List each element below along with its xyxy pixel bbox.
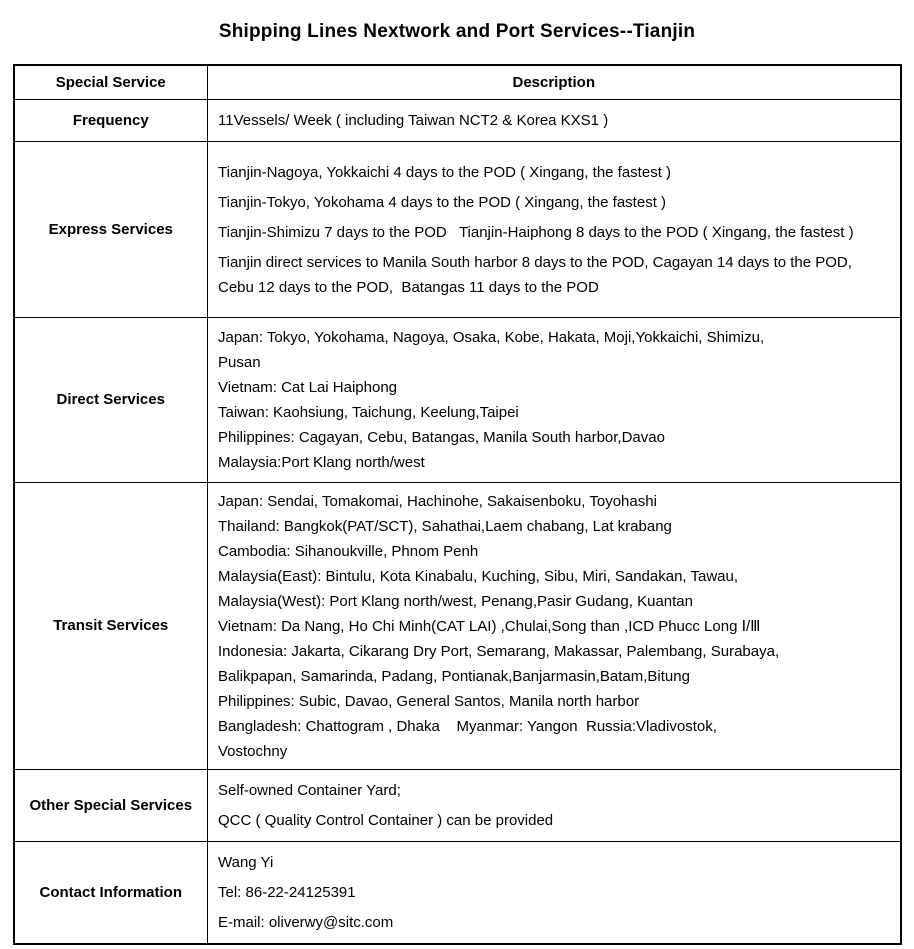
column-header-description: Description: [208, 65, 901, 100]
description-line: Malaysia(West): Port Klang north/west, Penang,Pasir Gudang, Kuantan: [218, 592, 693, 610]
row-description: [208, 842, 901, 945]
description-line: Self-owned Container Yard;: [218, 782, 401, 799]
description-line: Balikpapan, Samarinda, Padang, Pontianak,Banjarmasin,Batam,Bitung: [218, 667, 690, 685]
description-line: Vostochny: [218, 742, 288, 760]
description-line: Malaysia(East): Bintulu, Kota Kinabalu, Kuching, Sibu, Miri, Sandakan, Tawau,: [218, 567, 739, 585]
row-label: Express Services: [14, 142, 208, 318]
table-row: [14, 100, 901, 142]
description-line: Bangladesh: Chattogram , Dhaka Myanmar: Yangon Russia:Vladivostok,: [218, 717, 717, 735]
row-label: Contact Information: [14, 842, 208, 945]
table-row: [14, 842, 901, 945]
table-row: [14, 483, 901, 770]
description-line: E-mail: oliverwy@sitc.com: [218, 914, 394, 931]
row-description: [208, 318, 901, 483]
row-description: [208, 770, 901, 842]
column-header-special-service: Special Service: [14, 65, 208, 100]
description-line: Japan: Tokyo, Yokohama, Nagoya, Osaka, Kobe, Hakata, Moji,Yokkaichi, Shimizu,: [218, 329, 765, 346]
table-header-row: [14, 65, 901, 100]
description-line: Malaysia:Port Klang north/west: [218, 454, 425, 471]
description-line: Philippines: Subic, Davao, General Santos, Manila north harbor: [218, 692, 640, 710]
description-line: Taiwan: Kaohsiung, Taichung, Keelung,Taipei: [218, 404, 519, 421]
description-line: Cambodia: Sihanoukville, Phnom Penh: [218, 542, 479, 560]
page-title: Shipping Lines Nextwork and Port Services--Tianjin: [218, 21, 696, 42]
description-line: Tianjin-Shimizu 7 days to the POD Tianjin-Haiphong 8 days to the POD ( Xingang, the fastest ): [218, 223, 854, 241]
table-row: [14, 770, 901, 842]
description-line: Tel: 86-22-24125391: [218, 884, 356, 901]
row-description: [208, 483, 901, 770]
description-line: Philippines: Cagayan, Cebu, Batangas, Manila South harbor,Davao: [218, 429, 665, 446]
row-label: Transit Services: [14, 483, 208, 770]
table-row: [14, 318, 901, 483]
description-line: QCC ( Quality Control Container ) can be provided: [218, 812, 554, 829]
description-line: Indonesia: Jakarta, Cikarang Dry Port, Semarang, Makassar, Palembang, Surabaya,: [218, 642, 780, 660]
table-row: [14, 142, 901, 318]
description-line: 11Vessels/ Week ( including Taiwan NCT2 & Korea KXS1 ): [218, 112, 609, 129]
row-label: Direct Services: [14, 318, 208, 483]
description-line: Vietnam: Cat Lai Haiphong: [218, 379, 398, 396]
row-label: Other Special Services: [14, 770, 208, 842]
row-label: Frequency: [14, 100, 208, 142]
description-line: Tianjin direct services to Manila South harbor 8 days to the POD, Cagayan 14 days to the POD, Cebu 12 days to the POD, Batangas 11 days to the POD: [218, 253, 857, 296]
row-description: [208, 142, 901, 318]
description-line: Pusan: [218, 354, 261, 371]
description-line: Japan: Sendai, Tomakomai, Hachinohe, Sakaisenboku, Toyohashi: [218, 492, 657, 510]
description-line: Tianjin-Tokyo, Yokohama 4 days to the POD ( Xingang, the fastest ): [218, 193, 667, 211]
description-line: Vietnam: Da Nang, Ho Chi Minh(CAT LAI) ,Chulai,Song than ,ICD Phucc Long Ⅰ/Ⅲ: [218, 617, 761, 635]
description-line: Tianjin-Nagoya, Yokkaichi 4 days to the POD ( Xingang, the fastest ): [218, 163, 672, 181]
description-line: Thailand: Bangkok(PAT/SCT), Sahathai,Laem chabang, Lat krabang: [218, 517, 672, 535]
service-table-body: [14, 65, 901, 944]
services-table: [13, 64, 902, 945]
row-description: [208, 100, 901, 142]
description-line: Wang Yi: [218, 854, 274, 871]
